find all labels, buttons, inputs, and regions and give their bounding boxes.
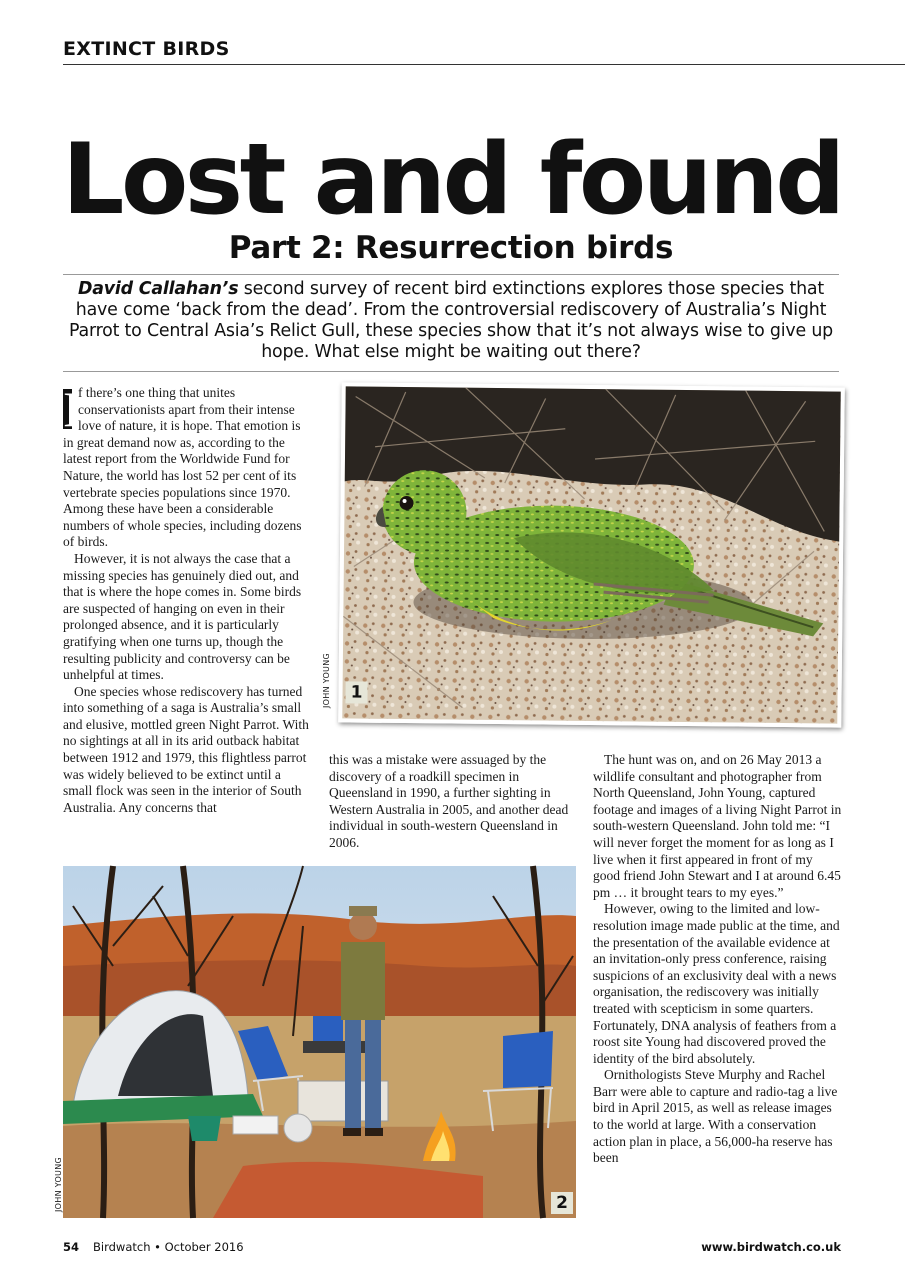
website-url: www.birdwatch.co.uk <box>701 1240 841 1254</box>
section-rule <box>63 64 905 65</box>
photo-1-number: 1 <box>345 681 367 703</box>
body-column-1 <box>63 381 309 816</box>
standfirst-author: David Callahan’s <box>77 279 239 299</box>
photo-2-credit: JOHN YOUNG <box>54 1157 63 1212</box>
campsite-photo <box>63 866 576 1218</box>
body-paragraph-2: However, it is not always the case that a missing species has genuinely died out, and that is where the hope comes in. Some birds are suspected of hanging on even in their prolonged absence, and it is particularly gratifying when one turns up, though the resulting publicity and controversy can be unhelpful at times. <box>63 550 302 683</box>
headline: Lost and found <box>62 123 842 237</box>
publication-info: Birdwatch • October 2016 <box>93 1240 244 1254</box>
body-paragraph-3-continued: this was a mistake were assuaged by the discovery of a roadkill specimen in Queensland in 1990, a further sighting in Western Australia in 2005, and another dead individual in south-western Queensland in 2006. <box>329 752 569 850</box>
body-paragraph-3: One species whose rediscovery has turned into something of a saga is Australia’s small and elusive, mottled green Night Parrot. With no sightings at all in its arid outback habitat between 1912 and 1979, this flightless parrot was widely believed to be extinct until a small flock was seen in the interior of South Australia. Any concerns that <box>63 683 309 815</box>
standfirst-text: second survey of recent bird extinctions explores those species that have come ‘back from the dead’. From the controversial rediscovery of Australia’s Night Parrot to Central Asia’s Relict Gull, these species show that it’s not always wise to give up hope. What else might be waiting out there? <box>69 279 833 362</box>
photo-2-number: 2 <box>551 1192 573 1214</box>
subhead: Part 2: Resurrection birds <box>228 230 674 266</box>
drop-cap: I <box>63 381 80 437</box>
body-column-2 <box>329 752 575 852</box>
body-column-3 <box>593 752 843 1167</box>
standfirst-rule-top <box>63 274 839 275</box>
body-paragraph-1: I f there’s one thing that unites conservationists apart from their intense love of nature, it is hope. That emotion is in great demand now as, according to the latest report from the Worldwide Fund for Nature, the world has lost 52 per cent of its vertebrate species populations since 1970. Among these have been a considerable numbers of whole species, including dozens of birds. <box>63 381 302 550</box>
body-paragraph-4: The hunt was on, and on 26 May 2013 a wildlife consultant and photographer from North Queensland, John Young, captured footage and images of a living Night Parrot in south-western Queensland. John told me: “I will never forget the moment for as long as I live when it first appeared in front of my good friend John Stewart and I at around 6.45 pm … it brought tears to my eyes.” <box>593 752 842 900</box>
page-number: 54 <box>63 1240 80 1254</box>
photo-1-credit: JOHN YOUNG <box>322 653 331 708</box>
standfirst-rule-bottom <box>63 371 839 372</box>
campsite-illustration <box>63 866 576 1218</box>
body-paragraph-6: Ornithologists Steve Murphy and Rachel Barr were able to capture and radio-tag a live bird in April 2015, as well as release images to the world at large. With a conservation action plan in place, a 56,000-ha reserve has been <box>593 1067 838 1166</box>
night-parrot-illustration <box>342 386 840 723</box>
standfirst <box>63 279 839 363</box>
footer-left <box>63 1240 244 1254</box>
body-paragraph-5: However, owing to the limited and low-resolution image made public at the time, and the presentation of the available evidence at an invitation-only press conference, raising suspicions of an exclusivity deal with a news organisation, the rediscovery was initially treated with scepticism in some quarters. Fortunately, DNA analysis of feathers from a roost site Young had discovered proved the identity of the bird absolutely. <box>593 901 840 1066</box>
section-label: EXTINCT BIRDS <box>63 38 230 60</box>
night-parrot-photo <box>338 382 845 727</box>
